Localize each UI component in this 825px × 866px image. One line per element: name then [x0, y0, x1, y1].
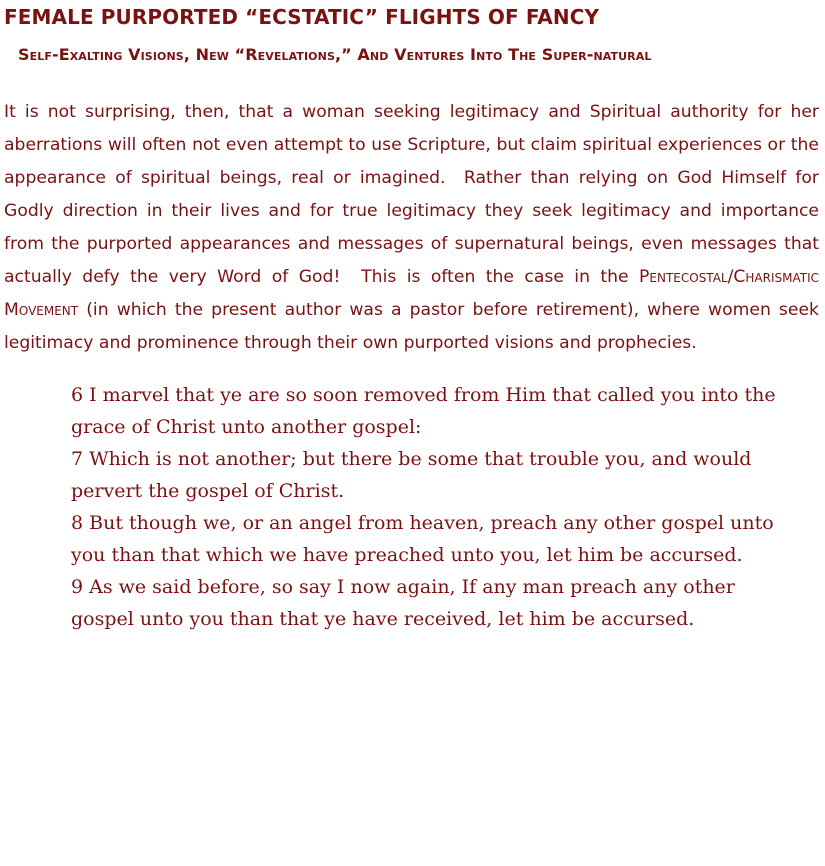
- section-subheading: Self-Exalting Visions, New “Revelations,” And Ventures Into The Super-natural: [18, 45, 652, 64]
- body-text-part-1: It is not surprising, then, that a woman seeking legitimacy and Spiritual authority for her aberrations will often not even attempt to use Scripture, but claim spiritual experiences or the appearance of spiritual beings, real or imagined. Rather than relying on God Himself for Godly direction in their lives and for true legitimacy they seek legitimacy and importance from the purported appearances and messages of supernatural beings, even messages that actually defy the very Word of God! This is often the case in the: [4, 102, 819, 287]
- body-paragraph: [4, 96, 819, 360]
- verse-8: 8 But though we, or an angel from heaven, preach any other gospel unto you than that which we have preached unto you, let him be accursed.: [71, 512, 774, 566]
- scripture-quote: [71, 379, 781, 635]
- movement-name: Pentecostal/Charismatic Movement: [4, 267, 819, 320]
- verse-7: 7 Which is not another; but there be some that trouble you, and would pervert the gospel of Christ.: [71, 448, 752, 502]
- body-text-part-2: (in which the present author was a pastor before retirement), where women seek legitimacy and prominence through their own purported visions and prophecies.: [4, 300, 819, 353]
- section-heading: FEMALE PURPORTED “ECSTATIC” FLIGHTS OF FANCY: [4, 5, 600, 29]
- verse-6: 6 I marvel that ye are so soon removed from Him that called you into the grace of Christ unto another gospel:: [71, 384, 776, 438]
- verse-9: 9 As we said before, so say I now again, If any man preach any other gospel unto you than that ye have received, let him be accursed.: [71, 576, 735, 630]
